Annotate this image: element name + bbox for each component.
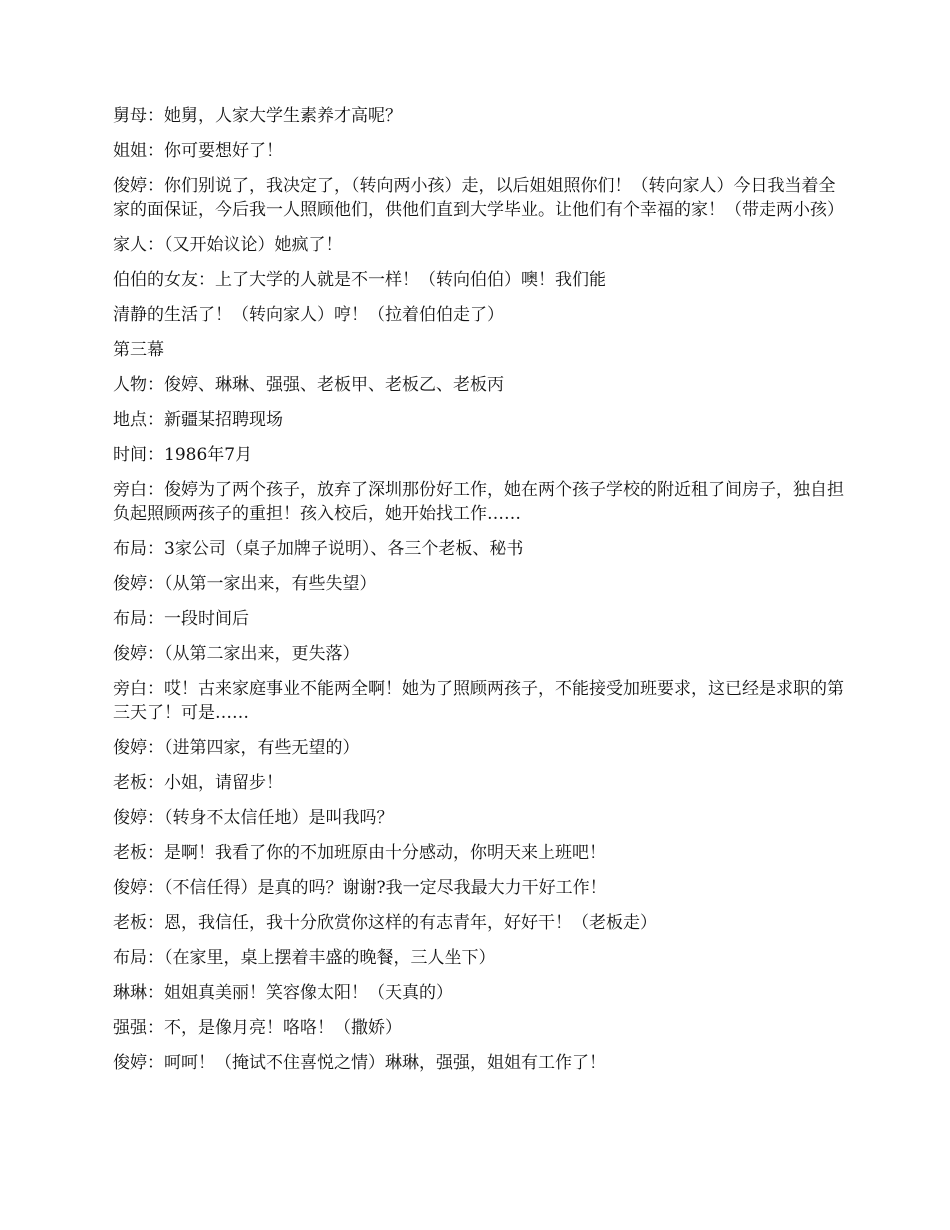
paragraph: 伯伯的女友：上了大学的人就是不一样！（转向伯伯）噢！我们能 <box>113 270 606 290</box>
paragraph: 俊婷：（从第二家出来，更失落） <box>113 644 360 664</box>
paragraph: 俊婷：你们别说了，我决定了，（转向两小孩）走，以后姐姐照你们！（转向家人）今日我当着全家的面保证，今后我一人照顾他们，供他们直到大学毕业。让他们有个幸福的家！（带走两小孩） <box>113 176 844 220</box>
paragraph: 布局：（在家里，桌上摆着丰盛的晚餐，三人坐下） <box>113 948 496 968</box>
paragraph: 旁白：哎！古来家庭事业不能两全啊！她为了照顾两孩子，不能接受加班要求，这已经是求职的第三天了！可是…… <box>113 679 844 723</box>
paragraph: 时间：1986年7月 <box>113 445 253 465</box>
paragraph: 俊婷：呵呵！（掩试不住喜悦之情）琳琳，强强，姐姐有工作了！ <box>113 1053 606 1073</box>
document-body <box>113 104 848 1086</box>
paragraph: 旁白：俊婷为了两个孩子，放弃了深圳那份好工作，她在两个孩子学校的附近租了间房子，独自担负起照顾两孩子的重担！孩入校后，她开始找工作…… <box>113 480 844 524</box>
paragraph: 老板：是啊！我看了你的不加班原由十分感动，你明天来上班吧！ <box>113 843 606 863</box>
paragraph: 老板：恩，我信任，我十分欣赏你这样的有志青年，好好干！（老板走） <box>113 913 657 933</box>
paragraph: 俊婷：（从第一家出来，有些失望） <box>113 574 377 594</box>
act-heading: 第三幕 <box>113 340 164 360</box>
paragraph: 琳琳：姐姐真美丽！笑容像太阳！（天真的） <box>113 983 453 1003</box>
paragraph: 地点：新疆某招聘现场 <box>113 410 283 430</box>
paragraph: 姐姐：你可要想好了！ <box>113 141 283 161</box>
paragraph: 强强：不，是像月亮！咯咯！（撒娇） <box>113 1018 402 1038</box>
paragraph: 布局：3家公司（桌子加牌子说明）、各三个老板、秘书 <box>113 539 524 559</box>
paragraph: 人物：俊婷、琳琳、强强、老板甲、老板乙、老板丙 <box>113 375 504 395</box>
paragraph: 老板：小姐，请留步！ <box>113 773 283 793</box>
paragraph: 舅母：她舅，人家大学生素养才高呢？ <box>113 106 402 126</box>
paragraph: 俊婷：（进第四家，有些无望的） <box>113 738 360 758</box>
paragraph: 家人：（又开始议论）她疯了！ <box>113 235 343 255</box>
paragraph: 俊婷：（转身不太信任地）是叫我吗？ <box>113 808 394 828</box>
paragraph: 布局：一段时间后 <box>113 609 249 629</box>
paragraph: 俊婷：（不信任得）是真的吗？谢谢?我一定尽我最大力干好工作！ <box>113 878 607 898</box>
paragraph: 清静的生活了！（转向家人）哼！（拉着伯伯走了） <box>113 305 504 325</box>
